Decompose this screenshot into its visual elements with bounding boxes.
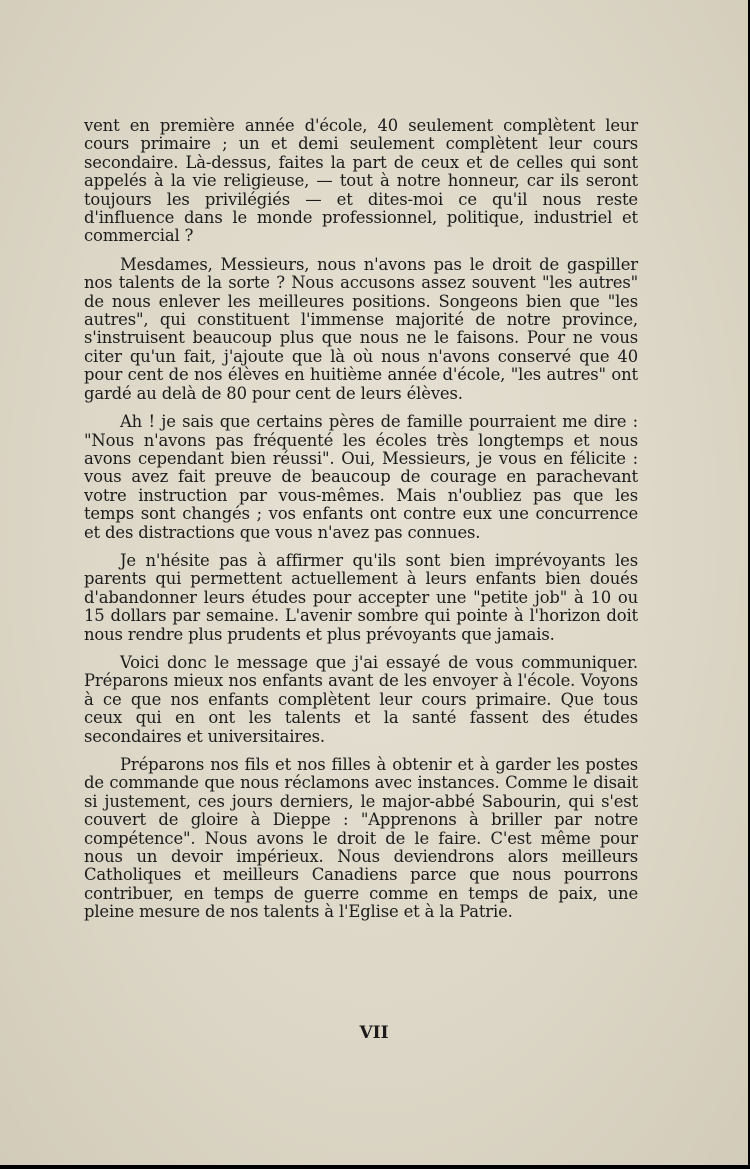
paragraph: Préparons nos fils et nos filles à obtenir et à garder les postes de commande que nous réclamons avec instances. Comme le disait si justement, ces jours derniers, le major-abbé Sabourin, qui s'est couvert de gloire à Dieppe : "Apprenons à briller par notre compétence". Nous avons le droit de le faire. C'est même pour nous un devoir impérieux. Nous deviendrons alors meilleurs Catholiques et meilleurs Canadiens parce que nous pourrons contribuer, en temps de guerre comme en temps de paix, une pleine mesure de nos talents à l'Eglise et à la Patrie. <box>84 755 638 922</box>
paragraph: Voici donc le message que j'ai essayé de vous communiquer. Préparons mieux nos enfants avant de les envoyer à l'école. Voyons à ce que nos enfants complètent leur cours primaire. Que tous ceux qui en ont les talents et la santé fassent des études secondaires et universitaires. <box>84 652 638 746</box>
page-number: VII <box>359 1023 389 1043</box>
body-text <box>84 117 638 932</box>
paragraph: Mesdames, Messieurs, nous n'avons pas le droit de gaspiller nos talents de la sorte ? Nous accusons assez souvent "les autres" de nous enlever les meilleures positions. Songeons bien que "les autres", qui constituent l'immense majorité de notre province, s'instruisent beaucoup plus que nous ne le faisons. Pour ne vous citer qu'un fait, j'ajoute que là où nous n'avons conservé que 40 pour cent de nos élèves en huitième année d'école, "les autres" ont gardé au delà de 80 pour cent de leurs élèves. <box>84 254 638 403</box>
paragraph: Ah ! je sais que certains pères de famille pourraient me dire : "Nous n'avons pas fréquenté les écoles très longtemps et nous avons cependant bien réussi". Oui, Messieurs, je vous en félicite : vous avez fait preuve de beaucoup de courage en parachevant votre instruction par vous-mêmes. Mais n'oubliez pas que les temps sont changés ; vos enfants ont contre eux une concurrence et des distractions que vous n'avez pas connues. <box>84 412 638 542</box>
paragraph: Je n'hésite pas à affirmer qu'ils sont bien imprévoyants les parents qui permettent actuellement à leurs enfants bien doués d'abandonner leurs études pour accepter une "petite job" à 10 ou 15 dollars par semaine. L'avenir sombre qui pointe à l'horizon doit nous rendre plus prudents et plus prévoyants que jamais. <box>84 550 638 644</box>
paragraph-continuation: vent en première année d'école, 40 seulement complètent leur cours primaire ; un et demi seulement complètent leur cours secondaire. Là-dessus, faites la part de ceux et de celles qui sont appelés à la vie religieuse, — tout à notre honneur, car ils seront toujours les privilégiés — et dites-moi ce qu'il nous reste d'influence dans le monde professionnel, politique, industriel et commercial ? <box>84 116 638 246</box>
